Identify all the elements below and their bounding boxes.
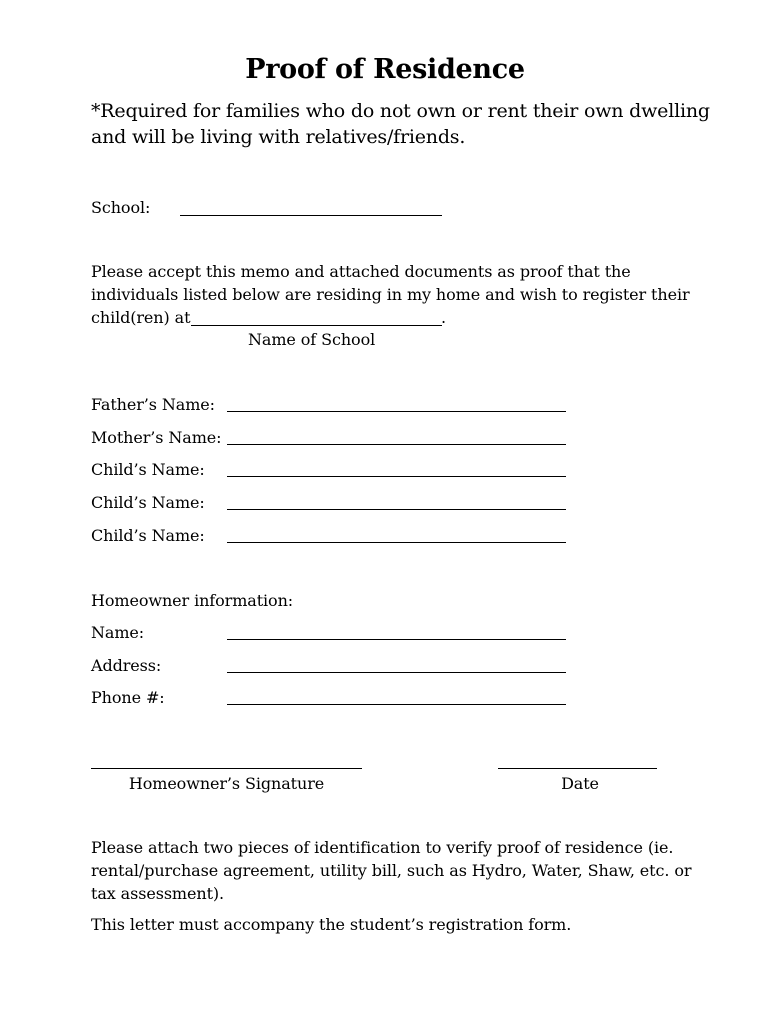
date-input-line: [498, 768, 657, 769]
father-name-label: Father’s Name:: [91, 395, 215, 414]
intro-line-1: *Required for families who do not own or rent their own dwelling: [91, 100, 710, 122]
homeowner-name-input[interactable]: [227, 617, 566, 641]
footer-line-4: This letter must accompany the student’s registration form.: [91, 915, 572, 934]
child-name-label-1: Child’s Name:: [91, 460, 205, 479]
school-input-line: [180, 215, 442, 216]
memo-line-3-suffix: .: [441, 308, 446, 327]
footer-line-1: Please attach two pieces of identification to verify proof of residence (ie.: [91, 838, 674, 857]
father-name-input[interactable]: [227, 389, 566, 413]
signature-input-line: [91, 768, 362, 769]
date-label: Date: [561, 774, 599, 793]
memo-line-2: individuals listed below are residing in my home and wish to register their: [91, 285, 690, 304]
homeowner-address-label: Address:: [91, 656, 162, 675]
homeowner-address-input[interactable]: [227, 650, 566, 674]
homeowner-heading: Homeowner information:: [91, 591, 294, 610]
school-input[interactable]: [180, 192, 442, 216]
signature-label: Homeowner’s Signature: [128, 774, 325, 793]
father-name-input-line: [227, 411, 566, 412]
school-name-input-line: [191, 325, 442, 326]
intro-line-2: and will be living with relatives/friends.: [91, 126, 466, 148]
child-name-input-3[interactable]: [227, 520, 566, 544]
homeowner-name-input-line: [227, 639, 566, 640]
homeowner-phone-label: Phone #:: [91, 688, 165, 707]
school-label: School:: [91, 198, 151, 217]
mother-name-input-line: [227, 444, 566, 445]
memo-line-3-prefix: child(ren) at: [91, 308, 191, 327]
mother-name-label: Mother’s Name:: [91, 428, 222, 447]
homeowner-address-input-line: [227, 672, 566, 673]
child-name-input-line-1: [227, 476, 566, 477]
child-name-input-2[interactable]: [227, 487, 566, 511]
child-name-input-line-2: [227, 509, 566, 510]
homeowner-phone-input-line: [227, 704, 566, 705]
date-input[interactable]: [498, 746, 657, 770]
child-name-label-3: Child’s Name:: [91, 526, 205, 545]
mother-name-input[interactable]: [227, 422, 566, 446]
homeowner-name-label: Name:: [91, 623, 145, 642]
school-name-caption: Name of School: [248, 330, 376, 349]
page-title: Proof of Residence: [245, 54, 525, 85]
footer-line-3: tax assessment).: [91, 884, 225, 903]
child-name-input-line-3: [227, 542, 566, 543]
child-name-label-2: Child’s Name:: [91, 493, 205, 512]
signature-input[interactable]: [91, 746, 362, 770]
school-name-input[interactable]: [191, 303, 442, 327]
child-name-input-1[interactable]: [227, 454, 566, 478]
homeowner-phone-input[interactable]: [227, 682, 566, 706]
memo-line-1: Please accept this memo and attached documents as proof that the: [91, 262, 631, 281]
footer-line-2: rental/purchase agreement, utility bill, such as Hydro, Water, Shaw, etc. or: [91, 861, 692, 880]
